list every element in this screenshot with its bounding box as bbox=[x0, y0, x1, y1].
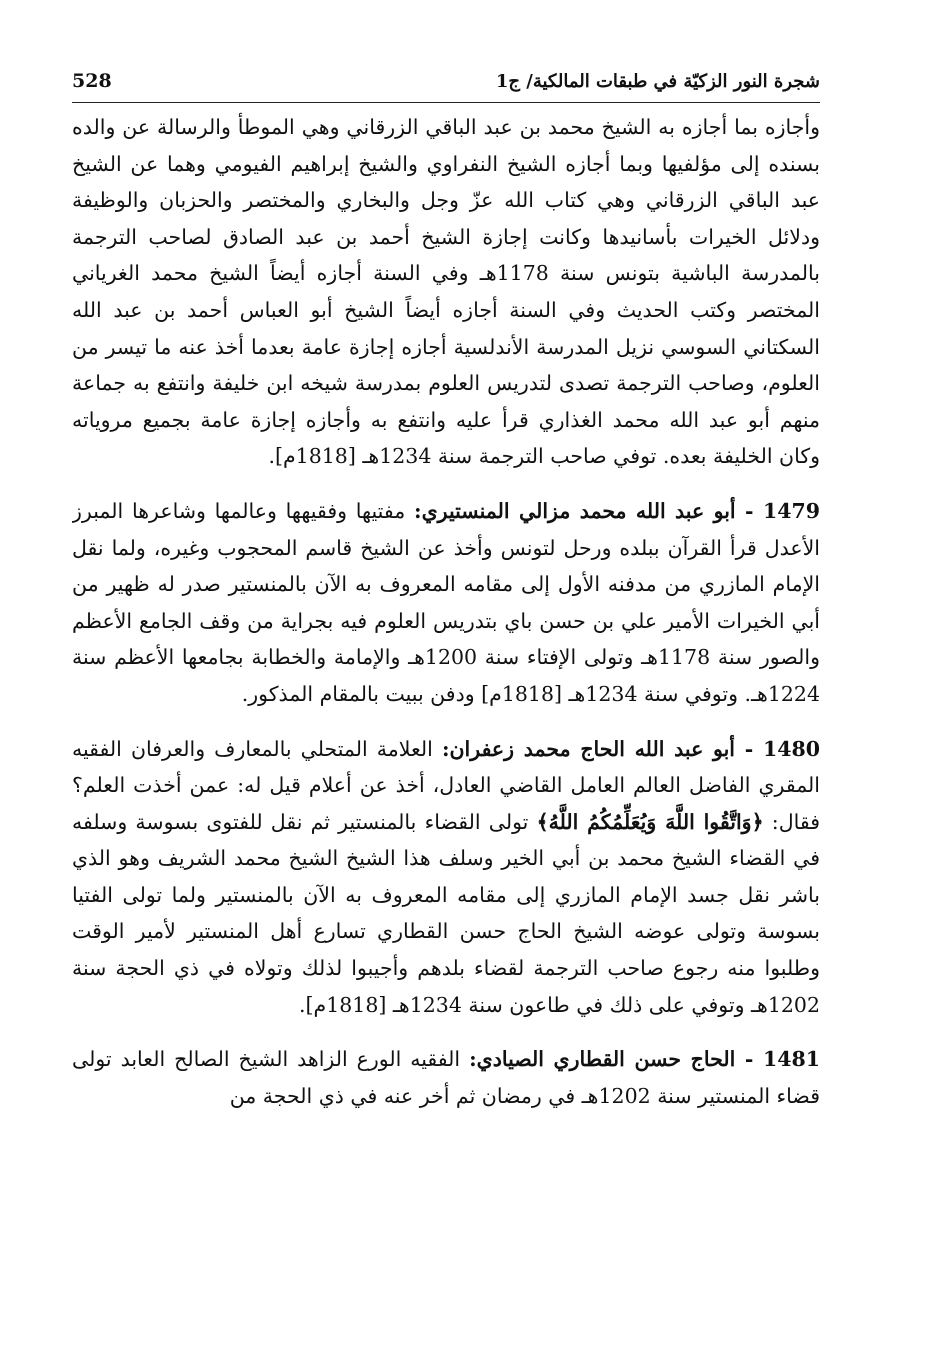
quran-quote: ﴿وَاتَّقُوا اللَّهَ وَيُعَلِّمُكُمُ اللَّهُ﴾ bbox=[536, 809, 764, 834]
biography-entry-1481 bbox=[72, 1041, 820, 1114]
book-page bbox=[72, 62, 820, 1347]
entry-text: الفقيه الورع الزاهد الشيخ الصالح العابد تولى قضاء المنستير سنة 1202هـ في رمضان ثم أخر عنه في ذي الحجة من bbox=[72, 1047, 820, 1108]
running-header bbox=[72, 62, 820, 103]
page-number: 528 bbox=[72, 70, 112, 92]
entry-heading: 1480 - أبو عبد الله الحاج محمد زعفران: bbox=[441, 736, 820, 761]
page-body bbox=[72, 109, 820, 1114]
continuation-paragraph: وأجازه بما أجازه به الشيخ محمد بن عبد الباقي الزرقاني وهي الموطأ والرسالة عن والده بسنده إلى مؤلفيها وبما أجازه الشيخ النفراوي والشيخ إبراهيم الفيومي وهما عن الشيخ عبد الباقي الزرقاني وهي كتاب الله عزّ وجل والبخاري والمختصر والحزبان والوظيفة ودلائل الخيرات بأسانيدها وكانت إجازة الشيخ أحمد بن عبد الصادق لصاحب الترجمة بالمدرسة الباشية بتونس سنة 1178هـ وفي السنة أجازه أيضاً الشيخ محمد الغرياني المختصر وكتب الحديث وفي السنة أجازه أيضاً الشيخ أبو العباس أحمد بن عبد الله السكتاني السوسي نزيل المدرسة الأندلسية أجازه إجازة عامة بعدما أخذ عنه ما تيسر من العلوم، وصاحب الترجمة تصدى لتدريس العلوم بمدرسة شيخه ابن خليفة وانتفع به جماعة منهم أبو عبد الله محمد الغذاري قرأ عليه وانتفع به وأجازه إجازة عامة بجميع مروياته وكان الخليفة بعده. توفي صاحب الترجمة سنة 1234هـ [1818م]. bbox=[72, 115, 820, 469]
biography-entry-1480 bbox=[72, 731, 820, 1024]
entry-text-continued: تولى القضاء بالمنستير ثم نقل للفتوى بسوسة وسلفه في القضاء الشيخ محمد بن أبي الخير وسلف هذا الشيخ الشيخ محمد الشريف وهو الذي باشر نقل جسد الإمام المازري إلى مقامه المعروف به الآن بالمنستير ولما تولى الفتيا بسوسة وتولى عوضه الشيخ الحاج حسن القطاري تسارع أهل المنستير لأمير الوقت وطلبوا منه رجوع صاحب الترجمة لقضاء بلدهم وأجيبوا لذلك وتولاه في ذي الحجة سنة 1202هـ وتوفي على ذلك في طاعون سنة 1234هـ [1818م]. bbox=[72, 809, 820, 1017]
book-title: شجرة النور الزكيّة في طبقات المالكية/ ج1 bbox=[495, 70, 820, 92]
entry-text: العلامة المتحلي بالمعارف والعرفان الفقيه المقري الفاضل العالم العامل القاضي العادل، أخذ عن أعلام قيل له: عمن أخذت العلم؟ فقال: bbox=[72, 736, 820, 834]
entry-heading: 1479 - أبو عبد الله محمد مزالي المنستيري: bbox=[414, 498, 820, 523]
entry-heading: 1481 - الحاج حسن القطاري الصيادي: bbox=[469, 1047, 820, 1072]
biography-entry-1479 bbox=[72, 493, 820, 713]
entry-text: مفتيها وفقيهها وعالمها وشاعرها المبرز الأعدل قرأ القرآن ببلده ورحل لتونس وأخذ عن الشيخ قاسم المحجوب وغيره، ولما نقل الإمام المازري من مدفنه الأول إلى مقامه المعروف به الآن بالمنستير صدر له ظهير من أبي الخيرات الأمير علي بن حسن باي بتدريس العلوم فيه بجراية من وقف الجامع الأعظم والصور سنة 1178هـ وتولى الإفتاء سنة 1200هـ والإمامة والخطابة بجامعها الأعظم سنة 1224هـ. وتوفي سنة 1234هـ [1818م] ودفن ببيت بالمقام المذكور. bbox=[72, 498, 820, 706]
